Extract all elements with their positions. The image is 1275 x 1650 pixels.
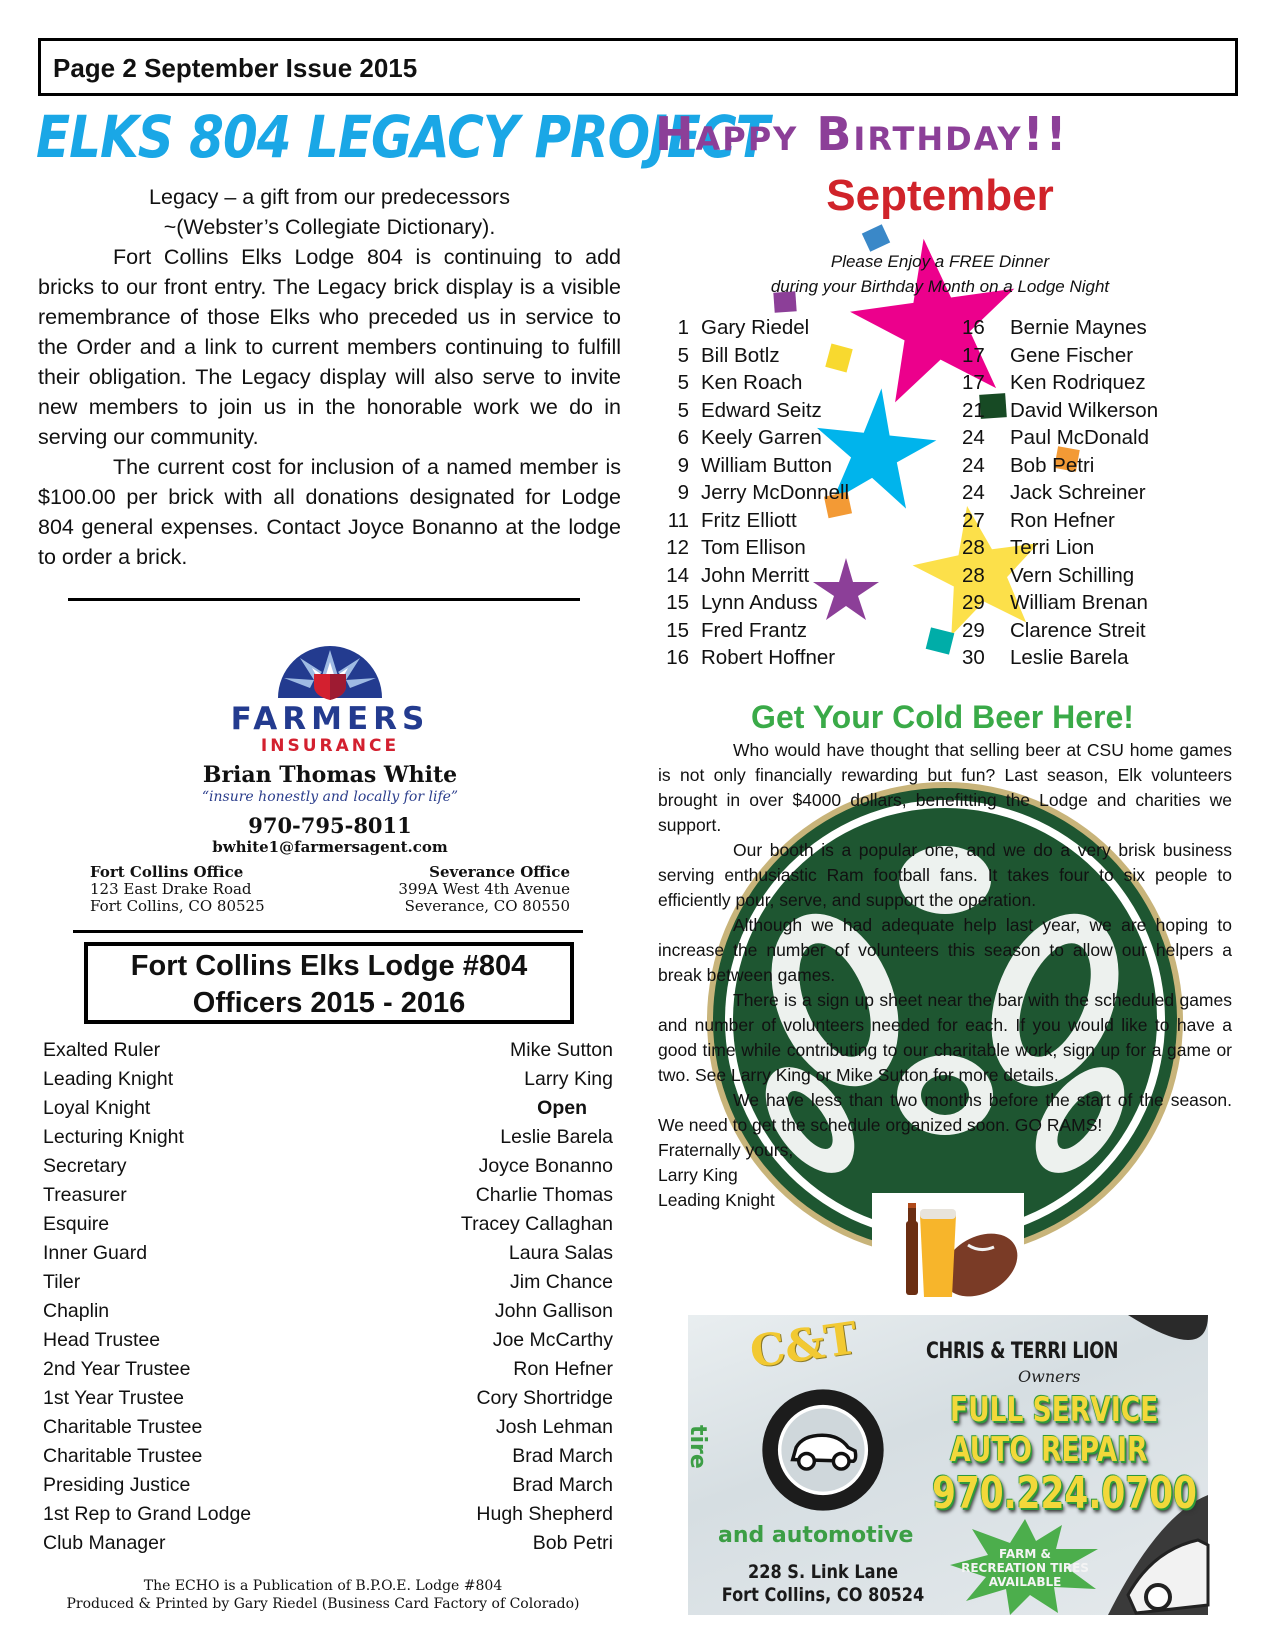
birthday-day: 17 <box>962 371 985 394</box>
birthday-day: 14 <box>666 563 689 587</box>
beer-paragraph: Who would have thought that selling beer at CSU home games is not only financially rewarding but fun? Last season, Elk volunteers brought in over $4000 dollars, benefitting the Lodge and charities we support. <box>658 740 1232 835</box>
birthday-row <box>962 534 1158 562</box>
officer-name: Brad March <box>512 1445 613 1467</box>
officer-name: Mike Sutton <box>510 1039 613 1061</box>
birthday-day: 1 <box>677 316 689 339</box>
birthday-name: Terri Lion <box>1010 536 1095 559</box>
birthday-day: 28 <box>962 563 985 587</box>
agent-name: Brian Thomas White <box>202 762 458 788</box>
birthday-day: 5 <box>677 343 689 367</box>
birthday-month: September <box>826 171 1054 220</box>
birthday-note-line2: during your Birthday Month on a Lodge Night <box>770 277 1110 296</box>
birthday-name: Jerry McDonnell <box>701 481 850 504</box>
birthday-row <box>663 589 849 617</box>
officer-row <box>43 1036 613 1065</box>
office-severance <box>398 864 570 915</box>
officer-role: Chaplin <box>43 1300 110 1322</box>
officer-name: Hugh Shepherd <box>476 1503 613 1525</box>
officer-name: Leslie Barela <box>500 1126 613 1148</box>
birthday-name: Ken Rodriquez <box>1010 371 1146 394</box>
officer-row <box>43 1413 613 1442</box>
beer-closing: Fraternally yours, <box>658 1140 794 1160</box>
beer-paragraph: We have less than two months before the start of the season. We need to get the schedule organized soon. GO RAMS! <box>658 1090 1232 1135</box>
ct-tire-automotive-ad <box>685 1312 1208 1615</box>
ct-address-city: Fort Collins, CO 80524 <box>721 1584 925 1606</box>
officers-title-line1: Fort Collins Elks Lodge #804 <box>130 950 528 982</box>
legacy-paragraph: Fort Collins Elks Lodge 804 is continuing to add bricks to our front entry. The Legacy brick display is a visible remembrance of those Elks who preceded us in service to the Order and a link to current members continuing to fulfill their obligation. The Legacy display will also serve to invite new members to join us in the honorable work we do in serving our community. <box>38 245 621 449</box>
agent-phone[interactable]: 970-795-8011 <box>248 813 412 838</box>
footer-line2: Produced & Printed by Gary Riedel (Business Card Factory of Colorado) <box>66 1596 580 1612</box>
officer-role: Inner Guard <box>43 1242 148 1264</box>
birthday-day: 15 <box>666 591 689 614</box>
beer-paragraph: Although we had adequate help last year, we are hoping to increase the number of volunteers this season to allow our helpers a break between games. <box>658 915 1232 985</box>
birthday-title: Happy Birthday!! <box>655 107 1069 161</box>
birthday-day: 27 <box>962 508 985 532</box>
beer-paragraph: There is a sign up sheet near the bar with the scheduled games and number of volunteers needed for each. If you would like to have a good time while contributing to our charitable work, sign up for a game or two. See Larry King or Mike Sutton for more details. <box>658 990 1232 1085</box>
farmers-insurance-ad <box>90 636 570 915</box>
beer-paragraph: Our booth is a popular one, and we do a very brisk business serving enthusiastic Ram football fans. It takes four to six people to efficiently pour, serve, and support the operation. <box>658 840 1232 910</box>
publication-footer <box>38 1577 608 1613</box>
birthday-day: 11 <box>667 508 689 532</box>
ct-owners: CHRIS & TERRI LION <box>926 1339 1119 1364</box>
birthday-row <box>962 369 1158 397</box>
officer-name: Open <box>537 1097 587 1119</box>
ct-address <box>717 1561 930 1607</box>
ct-logo: C&T <box>746 1312 861 1379</box>
footer-line1: The ECHO is a Publication of B.P.O.E. Lodge #804 <box>143 1578 503 1594</box>
birthday-day: 24 <box>962 453 985 477</box>
birthday-row <box>962 562 1158 590</box>
officer-row <box>43 1442 613 1471</box>
birthday-name: Fritz Elliott <box>701 508 797 532</box>
agent-tagline: “insure honestly and locally for life” <box>201 789 459 805</box>
officer-row <box>43 1297 613 1326</box>
office-name: Severance Office <box>429 863 570 881</box>
officer-role: Exalted Ruler <box>43 1039 161 1061</box>
birthday-row <box>663 644 849 672</box>
birthday-name: Bob Petri <box>1010 453 1095 477</box>
birthday-day: 17 <box>962 343 985 367</box>
officer-row <box>43 1181 613 1210</box>
birthday-day: 29 <box>962 591 985 614</box>
birthday-row <box>962 479 1158 507</box>
birthday-row <box>663 507 849 535</box>
officer-role: 1st Rep to Grand Lodge <box>43 1503 252 1525</box>
birthday-name: Vern Schilling <box>1010 563 1135 587</box>
birthday-name: Fred Frantz <box>701 618 807 642</box>
ct-phone[interactable]: 970.224.0700 <box>932 1468 1197 1519</box>
officer-row <box>43 1384 613 1413</box>
officer-name: John Gallison <box>494 1300 613 1322</box>
officer-row <box>43 1529 613 1558</box>
officer-role: Secretary <box>43 1155 127 1177</box>
officer-row <box>43 1210 613 1239</box>
ct-burst-line: RECREATION TIRES <box>961 1561 1089 1575</box>
birthday-day: 28 <box>962 536 985 559</box>
officer-row <box>43 1471 613 1500</box>
office-street: 123 East Drake Road <box>90 880 252 898</box>
officers-heading <box>84 942 574 1024</box>
birthday-row <box>663 314 849 342</box>
birthday-name: Gary Riedel <box>701 316 810 339</box>
officer-role: Presiding Justice <box>43 1474 191 1496</box>
farmers-shield-logo-icon <box>270 636 390 700</box>
ct-auto-repair: AUTO REPAIR <box>950 1430 1148 1470</box>
beer-football-photo <box>872 1193 1024 1303</box>
birthday-name: William Button <box>701 453 833 477</box>
officer-row <box>43 1123 613 1152</box>
birthday-day: 16 <box>962 316 985 339</box>
birthday-note <box>655 249 1225 299</box>
divider <box>73 930 583 933</box>
birthday-day: 30 <box>962 646 985 669</box>
officer-row <box>43 1094 613 1123</box>
birthday-row <box>962 397 1158 425</box>
birthday-day: 5 <box>677 398 689 422</box>
birthday-column-left <box>663 314 849 672</box>
birthday-day: 24 <box>962 426 985 449</box>
birthday-row <box>663 397 849 425</box>
beer-signer: Larry King <box>658 1165 738 1185</box>
birthday-day: 6 <box>677 426 689 449</box>
birthday-name: Clarence Streit <box>1010 618 1146 642</box>
officer-name: Joyce Bonanno <box>478 1155 613 1177</box>
birthday-name: Keely Garren <box>701 426 822 449</box>
ct-ring-text-right: and automotive <box>718 1523 914 1548</box>
birthday-row <box>663 534 849 562</box>
office-street: 399A West 4th Avenue <box>398 880 570 898</box>
officer-name: Joe McCarthy <box>492 1329 613 1351</box>
office-addresses <box>90 864 570 915</box>
birthday-row <box>962 507 1158 535</box>
birthday-name: Bernie Maynes <box>1010 316 1147 339</box>
birthday-name: Jack Schreiner <box>1010 481 1146 504</box>
birthday-name: David Wilkerson <box>1010 398 1159 422</box>
birthday-row <box>663 452 849 480</box>
birthday-name: Ron Hefner <box>1010 508 1115 532</box>
tire-car-icon <box>758 1385 888 1515</box>
birthday-row <box>663 424 849 452</box>
beer-bottle-glass-football-icon <box>872 1193 1024 1303</box>
office-city: Fort Collins, CO 80525 <box>90 897 265 915</box>
officer-name: Larry King <box>524 1068 613 1090</box>
birthday-row <box>962 617 1158 645</box>
officer-row <box>43 1326 613 1355</box>
ct-burst-line: FARM & <box>999 1547 1051 1561</box>
officer-name: Cory Shortridge <box>476 1387 613 1409</box>
beer-signer-title: Leading Knight <box>658 1190 775 1210</box>
farmers-brand: FARMERS <box>230 701 430 737</box>
birthday-day: 15 <box>666 618 689 642</box>
birthday-row <box>663 562 849 590</box>
officer-role: Club Manager <box>43 1532 166 1554</box>
officer-name: Charlie Thomas <box>475 1184 613 1206</box>
birthday-day: 29 <box>962 618 985 642</box>
issue-label: September Issue 2015 <box>144 53 418 83</box>
beer-article-body <box>658 738 1232 1213</box>
office-name: Fort Collins Office <box>90 863 244 881</box>
legacy-article <box>38 182 621 572</box>
officer-role: Lecturing Knight <box>43 1126 184 1148</box>
birthday-day: 12 <box>666 536 689 559</box>
birthday-row <box>663 369 849 397</box>
officer-role: Leading Knight <box>43 1068 174 1090</box>
officer-row <box>43 1268 613 1297</box>
birthday-day: 16 <box>666 646 689 669</box>
birthday-day: 9 <box>677 453 689 477</box>
page-header <box>38 38 1238 96</box>
officer-name: Tracey Callaghan <box>460 1213 613 1235</box>
birthday-name: William Brenan <box>1010 591 1148 614</box>
birthday-name: Leslie Barela <box>1010 646 1129 669</box>
ct-full-service: FULL SERVICE <box>950 1390 1159 1430</box>
legacy-definition-line1: Legacy – a gift from our predecessors <box>149 185 510 209</box>
birthday-name: Bill Botlz <box>701 343 780 367</box>
officer-role: Esquire <box>43 1213 110 1235</box>
teal-confetti-icon <box>926 627 955 654</box>
blue-confetti-icon <box>862 224 890 251</box>
birthday-day: 9 <box>677 481 689 504</box>
officer-role: 2nd Year Trustee <box>43 1358 191 1380</box>
officer-role: Loyal Knight <box>43 1097 151 1119</box>
officer-row <box>43 1065 613 1094</box>
birthday-row <box>663 617 849 645</box>
birthday-column-right <box>962 314 1158 672</box>
office-fort-collins <box>90 864 265 915</box>
birthday-day: 24 <box>962 481 985 504</box>
birthday-name: Gene Fischer <box>1010 343 1134 367</box>
birthday-day: 21 <box>962 398 985 422</box>
page-number: Page 2 <box>53 53 137 83</box>
legacy-title: ELKS 804 LEGACY PROJECT <box>36 104 769 171</box>
ct-owners-label: Owners <box>1018 1367 1081 1386</box>
officer-row <box>43 1355 613 1384</box>
birthday-name: Robert Hoffner <box>701 646 836 669</box>
page-header-text <box>53 53 417 84</box>
birthday-name: Tom Ellison <box>701 536 806 559</box>
officer-name: Bob Petri <box>532 1532 613 1554</box>
birthday-name: Lynn Anduss <box>701 591 818 614</box>
officer-row <box>43 1152 613 1181</box>
officers-title-line2: Officers 2015 - 2016 <box>192 987 466 1019</box>
birthday-name: Paul McDonald <box>1010 426 1150 449</box>
officer-row <box>43 1500 613 1529</box>
birthday-note-line1: Please Enjoy a FREE Dinner <box>830 252 1050 271</box>
divider <box>68 598 580 601</box>
officer-name: Jim Chance <box>510 1271 613 1293</box>
ct-burst-line: AVAILABLE <box>988 1575 1062 1589</box>
officer-role: Charitable Trustee <box>43 1416 203 1438</box>
officer-name: Laura Salas <box>508 1242 613 1264</box>
officer-name: Ron Hefner <box>513 1358 613 1380</box>
ct-address-street: 228 S. Link Lane <box>747 1561 899 1583</box>
officer-role: 1st Year Trustee <box>43 1387 184 1409</box>
office-city: Severance, CO 80550 <box>404 897 570 915</box>
birthday-row <box>962 342 1158 370</box>
beer-article-title: Get Your Cold Beer Here! <box>751 699 1134 735</box>
officers-list <box>43 1036 613 1558</box>
ct-burst-text <box>950 1547 1100 1589</box>
birthday-name: Edward Seitz <box>701 398 822 422</box>
officer-role: Tiler <box>43 1271 81 1293</box>
birthday-row <box>962 424 1158 452</box>
birthday-name: Ken Roach <box>701 371 803 394</box>
birthday-name: John Merritt <box>701 563 810 587</box>
officer-name: Josh Lehman <box>495 1416 613 1438</box>
officer-role: Treasurer <box>43 1184 127 1206</box>
birthday-row <box>962 314 1158 342</box>
officer-name: Brad March <box>512 1474 613 1496</box>
farmers-brand-sub: INSURANCE <box>260 736 400 756</box>
legacy-definition-line2: ~(Webster’s Collegiate Dictionary). <box>163 215 496 239</box>
birthday-row <box>962 589 1158 617</box>
birthday-row <box>962 452 1158 480</box>
officer-role: Charitable Trustee <box>43 1445 203 1467</box>
legacy-paragraph: The current cost for inclusion of a named member is $100.00 per brick with all donations designated for Lodge 804 general expenses. Contact Joyce Bonanno at the lodge to order a brick. <box>38 455 621 569</box>
agent-email[interactable]: bwhite1@farmersagent.com <box>212 838 448 856</box>
ct-ring-text-left: tire <box>685 1425 710 1469</box>
officer-role: Head Trustee <box>43 1329 161 1351</box>
birthday-row <box>663 342 849 370</box>
birthday-day: 5 <box>677 371 689 394</box>
officer-row <box>43 1239 613 1268</box>
birthday-row <box>962 644 1158 672</box>
birthday-row <box>663 479 849 507</box>
